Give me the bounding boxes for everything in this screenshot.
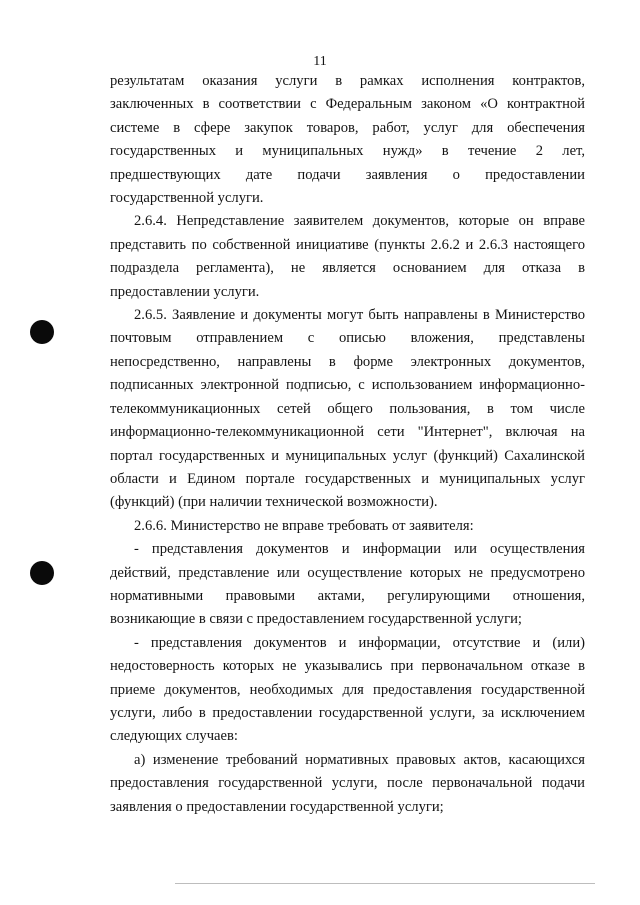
paragraph-2-6-5: 2.6.5. Заявление и документы могут быть направлены в Министерство почтовым отправлением с описью вложения, представлены непосредственно, направлены в форме электронных документов, подписанных электронной подписью, с использованием информационно-телекоммуникационных сетей общего пользования, в том числе информационно-телекоммуникационной сети "Интернет", включая на портал государственных и муниципальных услуг (функций) Сахалинской области и Едином портале государственных и муниципальных услуг (функций) (при наличии технической возможности). — [110, 307, 585, 511]
paragraph-2-6-6: 2.6.6. Министерство не вправе требовать от заявителя: — [134, 517, 474, 534]
document-body — [110, 70, 585, 819]
paragraph-2-6-4: 2.6.4. Непредставление заявителем документов, которые он вправе представить по собственной инициативе (пункты 2.6.2 и 2.6.3 настоящего подраздела регламента), не является основанием для отказа в предоставлении услуги. — [110, 213, 585, 300]
list-item-dash-1: - представления документов и информации или осуществления действий, представление или осуществление которых не предусмотрено нормативными правовыми актами, регулирующими отношения, возникающие в связи с предоставлением государственной услуги; — [110, 541, 585, 628]
punch-hole-bottom — [30, 561, 54, 585]
page-number: 11 — [313, 54, 327, 69]
bottom-rule — [175, 883, 595, 884]
list-item-a: а) изменение требований нормативных правовых актов, касающихся предоставления государственной услуги, после первоначальной подачи заявления о предоставлении государственной услуги; — [110, 751, 585, 815]
list-item-dash-2: - представления документов и информации, отсутствие и (или) недостоверность которых не указывались при первоначальном отказе в приеме документов, необходимых для предоставления государственной услуги, либо в предоставлении государственной услуги, за исключением следующих случаев: — [110, 634, 585, 745]
paragraph-continued: результатам оказания услуги в рамках исполнения контрактов, заключенных в соответствии с Федеральным законом «О контрактной системе в сфере закупок товаров, работ, услуг для обеспечения государственных и муниципальных нужд» в течение 2 лет, предшествующих дате подачи заявления о предоставлении государственной услуги. — [110, 73, 585, 207]
punch-hole-top — [30, 320, 54, 344]
